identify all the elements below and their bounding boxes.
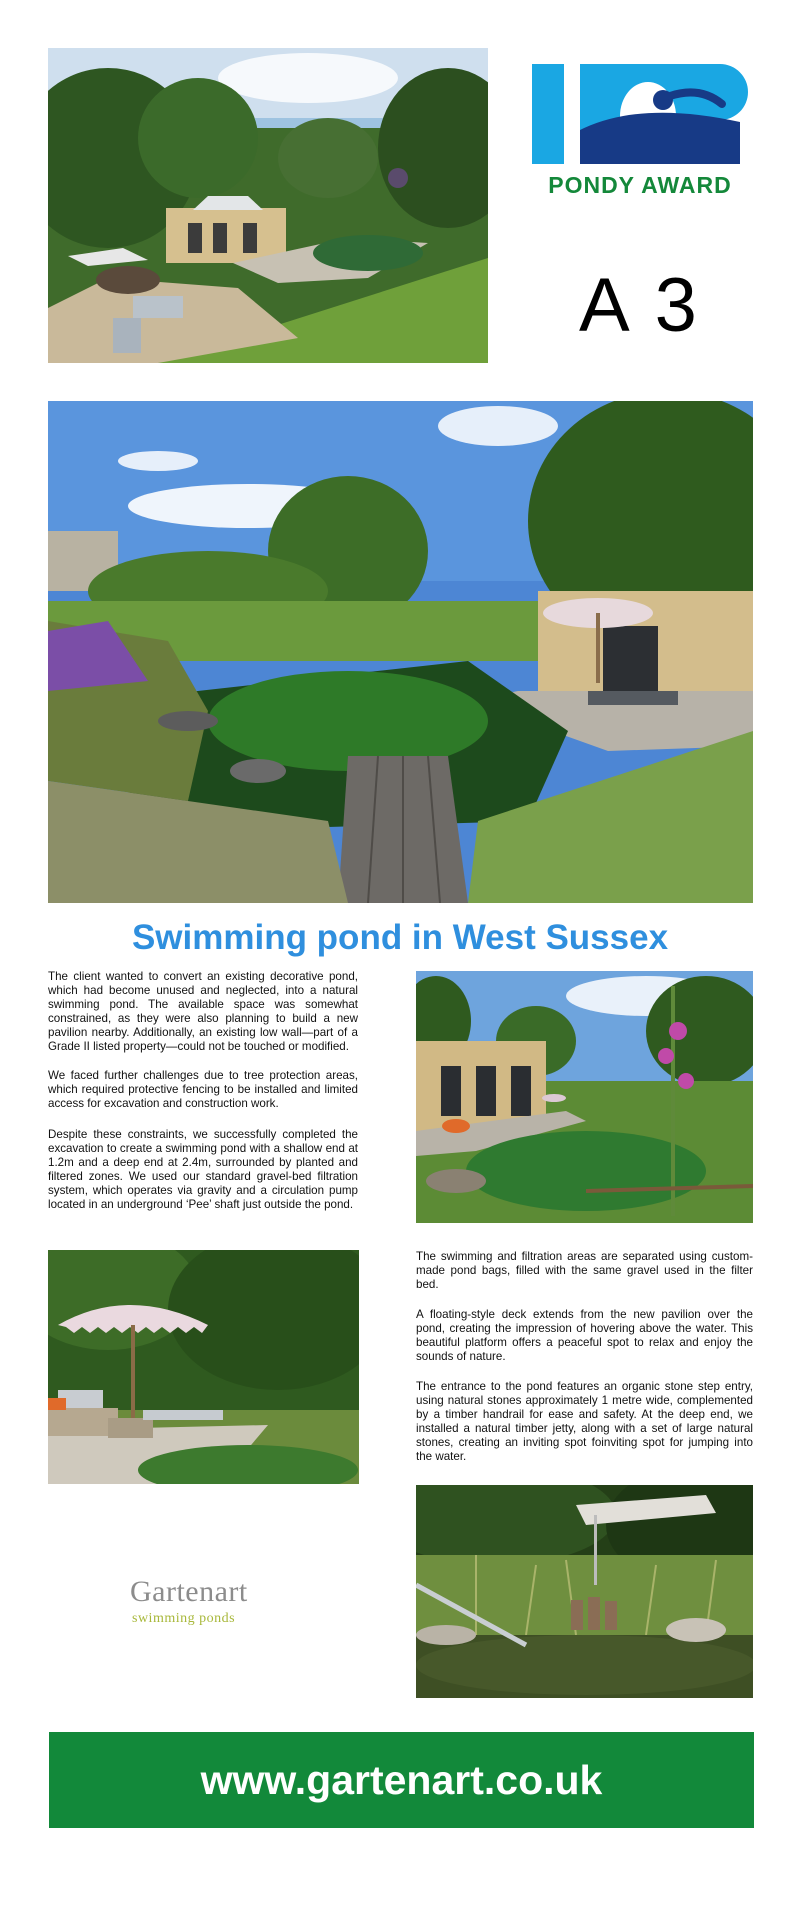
brand-logo [130, 1575, 280, 1635]
category-code: A 3 [579, 263, 701, 348]
photo-pavilion-pond [416, 971, 753, 1223]
photo-aerial-view [48, 48, 488, 363]
brand-name: Gartenart [130, 1575, 248, 1608]
paragraph-right-2: A floating-style deck extends from the new pavilion over the pond, creating the impression of hovering above the water. This beautiful platform offers a peaceful spot to relax and enjoy the sounds of nature. [416, 1308, 753, 1363]
award-logo [530, 60, 750, 200]
website-link[interactable]: www.gartenart.co.uk [200, 1756, 603, 1803]
paragraph-left-2: We faced further challenges due to tree protection areas, which required protective fencing to be installed and limited access for excavation and construction work. [48, 1069, 358, 1110]
award-number-graphic [530, 60, 750, 170]
brand-tagline: swimming ponds [132, 1611, 236, 1626]
paragraph-right-1: The swimming and filtration areas are separated using custom-made pond bags, filled with the same gravel used in the filter bed. [416, 1250, 753, 1291]
paragraph-right-3: The entrance to the pond features an organic stone step entry, using natural stones approximately 1 metre wide, complemented by a timber handrail for ease and safety. At the deep end, we installed a natural timber jetty, along with a set of large natural stones, creating an inviting spot foinviting spot for jumping into the water. [416, 1380, 753, 1463]
award-caption: PONDY AWARD [548, 172, 732, 198]
paragraph-left-1: The client wanted to convert an existing decorative pond, which had become unused and neglected, into a natural swimming pond. The available space was somewhat constrained, as they were also planning to build a new pavilion nearby. Additionally, an existing low wall—part of a Grade II listed property—could not be touched or modified. [48, 970, 358, 1053]
website-banner [49, 1732, 754, 1828]
paragraph-left-3: Despite these constraints, we successfully completed the excavation to create a swimming pond with a shallow end at 1.2m and a deep end at 2.4m, surrounded by planted and filtered zones. We used our standard gravel-bed filtration system, which operates via gravity and a circulation pump located in an underground ‘Pee’ shaft just outside the pond. [48, 1128, 358, 1211]
photo-pond-entrance [416, 1485, 753, 1698]
photo-pond-jetty [48, 401, 753, 903]
page-title: Swimming pond in West Sussex [131, 918, 669, 957]
photo-deck-parasol [48, 1250, 359, 1484]
